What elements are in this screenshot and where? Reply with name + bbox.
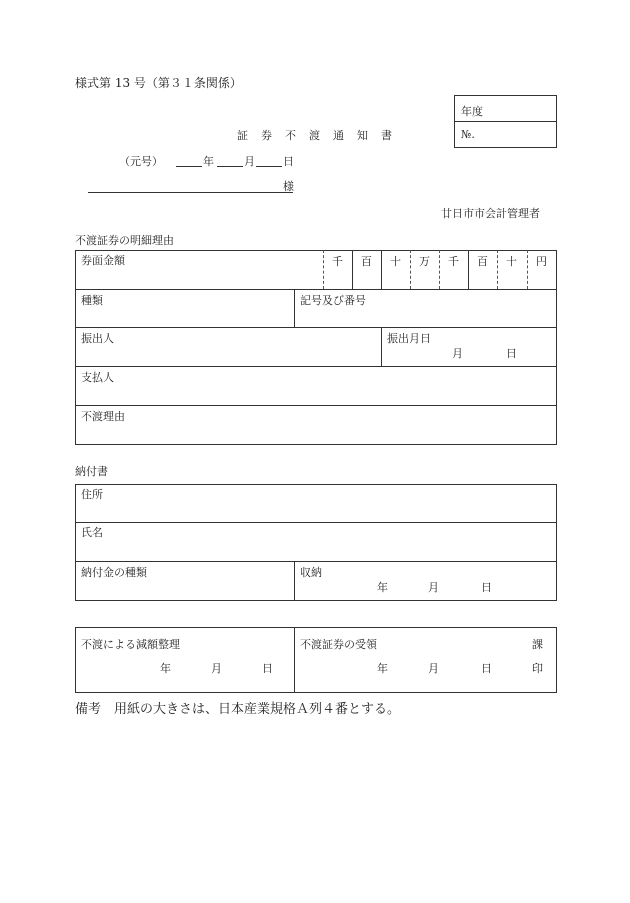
name-label: 氏名 bbox=[81, 526, 103, 539]
adjust-month-label: 月 bbox=[211, 662, 222, 675]
row-divider bbox=[75, 327, 557, 328]
adjust-label: 不渡による減額整理 bbox=[81, 638, 180, 651]
digit-label: 千 bbox=[448, 255, 459, 268]
amount-label: 券面金額 bbox=[81, 254, 125, 267]
digit-label: 十 bbox=[390, 255, 401, 268]
receipt-day-label: 日 bbox=[481, 581, 492, 594]
receive-month-label: 月 bbox=[428, 662, 439, 675]
digit-label: 円 bbox=[536, 255, 547, 268]
col-divider bbox=[294, 627, 295, 693]
receive-year-label: 年 bbox=[377, 662, 388, 675]
payer-label: 支払人 bbox=[81, 371, 114, 384]
digit-divider bbox=[439, 250, 440, 289]
number-label: №. bbox=[461, 128, 475, 141]
receipt-year-label: 年 bbox=[377, 581, 388, 594]
col-divider bbox=[381, 327, 382, 366]
reason-label: 不渡理由 bbox=[81, 410, 125, 423]
issue-month-label: 月 bbox=[452, 347, 463, 360]
digit-divider bbox=[527, 250, 528, 289]
type-label: 種類 bbox=[81, 294, 103, 307]
addressee-blank[interactable] bbox=[88, 192, 293, 193]
digit-label: 百 bbox=[477, 255, 488, 268]
adjust-year-label: 年 bbox=[160, 662, 171, 675]
symbol-number-label: 記号及び番号 bbox=[300, 294, 366, 307]
issue-day-label: 日 bbox=[506, 347, 517, 360]
fiscal-year-label: 年度 bbox=[461, 105, 483, 118]
issue-date-label: 振出月日 bbox=[387, 332, 431, 345]
seal-label: 印 bbox=[532, 662, 543, 675]
digit-divider bbox=[323, 250, 324, 289]
addressee-suffix: 様 bbox=[283, 180, 294, 193]
col-divider bbox=[294, 561, 295, 601]
digit-divider bbox=[381, 250, 382, 289]
payment-section-title: 納付書 bbox=[75, 465, 108, 478]
adjust-day-label: 日 bbox=[262, 662, 273, 675]
row-divider bbox=[75, 289, 557, 290]
digit-label: 十 bbox=[506, 255, 517, 268]
digit-divider bbox=[497, 250, 498, 289]
remark: 備考 用紙の大きさは、日本産業規格Ａ列４番とする。 bbox=[75, 702, 401, 717]
digit-label: 千 bbox=[332, 255, 343, 268]
digit-divider bbox=[410, 250, 411, 289]
year-label: 年 bbox=[203, 155, 214, 168]
receipt-month-label: 月 bbox=[428, 581, 439, 594]
document-title: 証 券 不 渡 通 知 書 bbox=[237, 129, 393, 142]
row-divider bbox=[75, 405, 557, 406]
era-label: （元号） bbox=[119, 155, 163, 168]
section-label: 課 bbox=[532, 638, 543, 651]
digit-divider bbox=[468, 250, 469, 289]
issuer: 廿日市市会計管理者 bbox=[441, 207, 540, 220]
payment-kind-label: 納付金の種類 bbox=[81, 566, 147, 579]
divider bbox=[454, 121, 557, 122]
row-divider bbox=[75, 522, 557, 523]
col-divider bbox=[294, 289, 295, 327]
digit-divider bbox=[352, 250, 353, 289]
receipt-label: 収納 bbox=[300, 566, 322, 579]
row-divider bbox=[75, 366, 557, 367]
drawer-label: 振出人 bbox=[81, 332, 114, 345]
digit-label: 百 bbox=[361, 255, 372, 268]
form-number: 様式第 13 号（第３１条関係） bbox=[75, 76, 242, 90]
details-section-title: 不渡証券の明細理由 bbox=[75, 234, 174, 247]
day-label: 日 bbox=[283, 155, 294, 168]
day-blank[interactable] bbox=[256, 166, 282, 167]
receive-day-label: 日 bbox=[481, 662, 492, 675]
details-table bbox=[75, 250, 557, 445]
row-divider bbox=[75, 561, 557, 562]
address-label: 住所 bbox=[81, 488, 103, 501]
year-blank[interactable] bbox=[176, 166, 202, 167]
month-blank[interactable] bbox=[217, 166, 243, 167]
digit-label: 万 bbox=[419, 255, 430, 268]
receive-label: 不渡証券の受領 bbox=[300, 638, 377, 651]
month-label: 月 bbox=[244, 155, 255, 168]
